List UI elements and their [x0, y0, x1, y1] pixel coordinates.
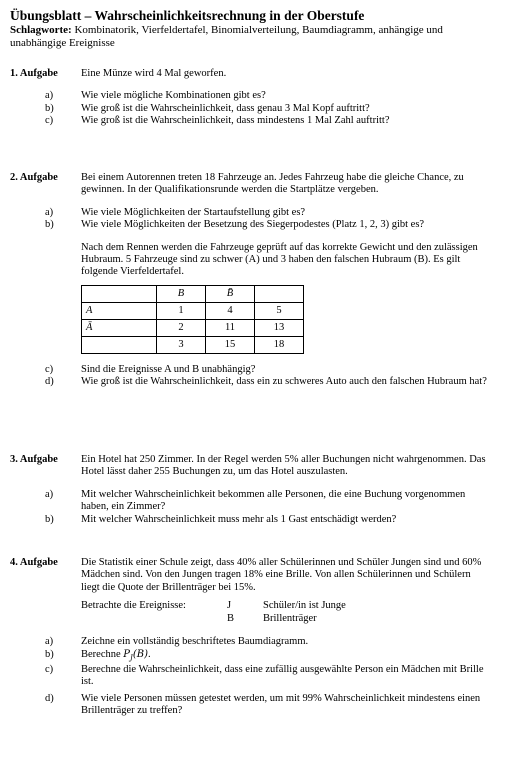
sub-text: Mit welcher Wahrscheinlichkeit bekommen alle Personen, die eine Buchung vorgenommen haben, ein Zimmer?	[81, 488, 466, 513]
task-1-c	[45, 115, 491, 127]
table-row	[82, 319, 304, 336]
task-3	[10, 454, 500, 526]
table-row-total	[82, 336, 157, 353]
table-row	[82, 336, 304, 353]
task-2-label: 2. Aufgabe	[10, 172, 58, 183]
sub-letter: d)	[45, 692, 54, 704]
worksheet-page	[10, 8, 500, 50]
sub-letter: c)	[45, 363, 54, 375]
sub-text: Zeichne ein vollständig beschriftetes Baumdiagramm.	[81, 636, 309, 648]
task-4-b	[45, 648, 491, 664]
table-corner	[82, 285, 157, 302]
task-1	[10, 68, 500, 128]
sub-letter: c)	[45, 115, 54, 127]
table-header-total	[255, 285, 304, 302]
sub-text: Wie viele Personen müssen getestet werden, um mit 99% Wahrscheinlichkeit mindestens einen Brillenträger zu treffen?	[81, 692, 481, 717]
event-j-description: Schüler/in ist Junge	[263, 600, 346, 612]
table-header-b-bar: B̄	[206, 285, 255, 302]
sub-text: Wie groß ist die Wahrscheinlichkeit, dass genau 3 Mal Kopf auftritt?	[81, 102, 370, 114]
sub-text: Berechne die Wahrscheinlichkeit, dass eine zufällig ausgewählte Person ein Mädchen mit Brille ist.	[81, 664, 484, 688]
event-j-symbol: J	[227, 600, 232, 612]
table-cell: 18	[255, 336, 304, 353]
events-block	[81, 600, 491, 626]
task-2-text2: Nach dem Rennen werden die Fahrzeuge geprüft auf das korrekte Gewicht und den zulässigen Hubraum. 5 Fahrzeuge sind zu schwer (A) und 3 haben den falschen Hubraum (B). Es gilt folgende Vierfeldertafel.	[81, 241, 478, 278]
sub-text: Wie groß ist die Wahrscheinlichkeit, dass mindestens 1 Mal Zahl auftritt?	[81, 115, 390, 127]
task-4	[10, 557, 500, 718]
task-2-a	[45, 206, 491, 219]
task-2-d	[45, 376, 491, 388]
table-cell: 2	[157, 319, 206, 336]
sub-letter: b)	[45, 513, 54, 525]
task-3-intro: Ein Hotel hat 250 Zimmer. In der Regel werden 5% aller Buchungen nicht wahrgenommen. Das Hotel lässt daher 255 Buchungen zu, um das Hotel auszulasten.	[81, 454, 486, 478]
task-1-label: 1. Aufgabe	[10, 68, 58, 79]
task-2-intro: Bei einem Autorennen treten 18 Fahrzeuge an. Jedes Fahrzeug habe die gleiche Chance, zu gewinnen. In der Qualifikationsrunde werden die Startplätze vergeben.	[81, 172, 464, 196]
sub-text-suffix: .	[147, 648, 151, 660]
sub-letter: a)	[45, 206, 54, 218]
page-title: Übungsblatt – Wahrscheinlichkeitsrechnung in der Oberstufe	[10, 8, 365, 23]
task-4-c	[45, 664, 491, 689]
table-cell: 11	[206, 319, 255, 336]
task-3-label: 3. Aufgabe	[10, 454, 58, 465]
sub-letter: a)	[45, 90, 54, 102]
task-3-a	[45, 488, 491, 514]
sub-letter: b)	[45, 648, 54, 660]
table-row	[82, 285, 304, 302]
sub-letter: b)	[45, 219, 54, 231]
table-header-b: B	[157, 285, 206, 302]
task-4-label: 4. Aufgabe	[10, 557, 58, 568]
table-cell: 1	[157, 302, 206, 319]
table-row-a-bar: Ā	[82, 319, 157, 336]
table-row	[82, 302, 304, 319]
sub-text: Mit welcher Wahrscheinlichkeit muss mehr als 1 Gast entschädigt werden?	[81, 513, 397, 525]
sub-letter: c)	[45, 664, 54, 676]
sub-letter: a)	[45, 636, 54, 648]
task-4-intro: Die Statistik einer Schule zeigt, dass 40% aller Schülerinnen und Schüler Jungen sind und 60% Mädchen sind. Von den Jungen tragen 18% eine Brille. Von allen Schülerinnen und Schülern liegt die Quote der Brillenträger bei 15%.	[81, 557, 482, 593]
keywords-line	[10, 24, 496, 50]
task-2-b	[45, 219, 491, 231]
probability-formula: $P_J(B)$	[123, 648, 148, 662]
table-cell: 5	[255, 302, 304, 319]
four-field-table	[81, 285, 304, 354]
task-4-d	[45, 692, 491, 718]
event-b-symbol: B	[227, 613, 235, 625]
events-label: Betrachte die Ereignisse:	[81, 600, 186, 612]
task-1-a	[45, 90, 491, 102]
sub-text: Wie viele Möglichkeiten der Besetzung des Siegerpodestes (Platz 1, 2, 3) gibt es?	[81, 219, 425, 231]
task-2-c	[45, 363, 491, 376]
task-3-b	[45, 513, 491, 526]
task-1-b	[45, 102, 491, 115]
event-b-description: Brillenträger	[263, 613, 317, 625]
table-cell: 4	[206, 302, 255, 319]
keywords-label: Schlagworte:	[10, 24, 72, 36]
sub-text: Wie groß ist die Wahrscheinlichkeit, dass ein zu schweres Auto auch den falschen Hubraum hat?	[81, 376, 487, 388]
keywords-text: Kombinatorik, Vierfeldertafel, Binomialverteilung, Baumdiagramm, anhängige und unabhängige Ereignisse	[10, 24, 443, 49]
sub-text-prefix: Berechne	[81, 648, 124, 660]
task-2	[10, 172, 500, 389]
sub-letter: a)	[45, 488, 54, 500]
sub-letter: d)	[45, 376, 54, 388]
task-4-a	[45, 636, 491, 648]
sub-letter: b)	[45, 102, 54, 114]
sub-text: Wie viele Möglichkeiten der Startaufstellung gibt es?	[81, 206, 306, 218]
table-row-a: A	[82, 302, 157, 319]
table-cell: 15	[206, 336, 255, 353]
sub-text: Wie viele mögliche Kombinationen gibt es?	[81, 90, 266, 102]
table-cell: 3	[157, 336, 206, 353]
table-cell: 13	[255, 319, 304, 336]
task-1-intro: Eine Münze wird 4 Mal geworfen.	[81, 68, 227, 79]
sub-text: Sind die Ereignisse A und B unabhängig?	[81, 363, 256, 375]
